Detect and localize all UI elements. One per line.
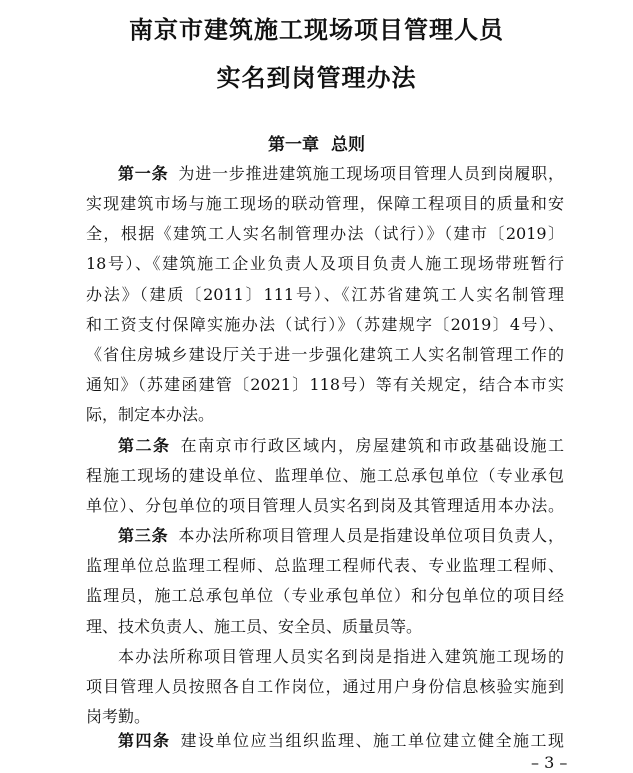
article-3-line-3: 监理员，施工总承包单位（专业承包单位）和分包单位的项目经 xyxy=(86,586,564,605)
article-1-line-1: 第一条 为进一步推进建筑施工现场项目管理人员到岗履职， xyxy=(118,164,564,183)
article-1-label: 第一条 xyxy=(118,164,169,183)
article-1-line-3: 全，根据《建筑工人实名制管理办法（试行）》（建市〔2019〕 xyxy=(86,224,564,243)
article-3-label: 第三条 xyxy=(118,526,169,545)
chapter-prefix: 第一章 xyxy=(268,135,319,155)
chapter-heading xyxy=(0,130,633,155)
article-1-line-6: 和工资支付保障实施办法（试行）》（苏建规字〔2019〕4号）、 xyxy=(86,315,564,334)
article-4-label: 第四条 xyxy=(118,731,171,750)
paragraph-extra-line-2: 项目管理人员按照各自工作岗位，通过用户身份信息核验实施到 xyxy=(86,677,564,696)
article-4-line-1: 第四条 建设单位应当组织监理、施工单位建立健全施工现 xyxy=(118,731,564,750)
article-2-label: 第二条 xyxy=(118,436,171,455)
article-2-line-3: 单位）、分包单位的项目管理人员实名到岗及其管理适用本办法。 xyxy=(86,496,564,515)
article-1-line-4: 18号）、《建筑施工企业负责人及项目负责人施工现场带班暂行 xyxy=(86,254,564,273)
paragraph-extra-line-3: 岗考勤。 xyxy=(86,707,151,726)
article-1-line-2: 实现建筑市场与施工现场的联动管理，保障工程项目的质量和安 xyxy=(86,194,564,213)
paragraph-extra-line-1: 本办法所称项目管理人员实名到岗是指进入建筑施工现场的 xyxy=(118,647,564,666)
article-1-line-5: 办法》（建质〔2011〕111号）、《江苏省建筑工人实名制管理 xyxy=(86,285,564,304)
article-2-line-2: 程施工现场的建设单位、监理单位、施工总承包单位（专业承包 xyxy=(86,466,564,485)
article-3-line-2: 监理单位总监理工程师、总监理工程师代表、专业监理工程师、 xyxy=(86,556,564,575)
chapter-name: 总则 xyxy=(331,135,365,155)
article-1-line-8: 通知》（苏建函建管〔2021〕118号）等有关规定，结合本市实 xyxy=(86,375,564,394)
document-title-line-1: 南京市建筑施工现场项目管理人员 xyxy=(129,15,504,44)
article-3-line-1: 第三条 本办法所称项目管理人员是指建设单位项目负责人， xyxy=(118,526,564,545)
article-1-line-7: 《省住房城乡建设厅关于进一步强化建筑工人实名制管理工作的 xyxy=(86,345,564,364)
document-title-line-2: 实名到岗管理办法 xyxy=(216,63,417,92)
article-3-line-4: 理、技术负责人、施工员、安全员、质量员等。 xyxy=(86,617,423,636)
article-1-line-9: 际，制定本办法。 xyxy=(86,405,215,424)
page-number: – 3 – xyxy=(531,753,568,772)
article-2-line-1: 第二条 在南京市行政区域内，房屋建筑和市政基础设施工 xyxy=(118,436,564,455)
